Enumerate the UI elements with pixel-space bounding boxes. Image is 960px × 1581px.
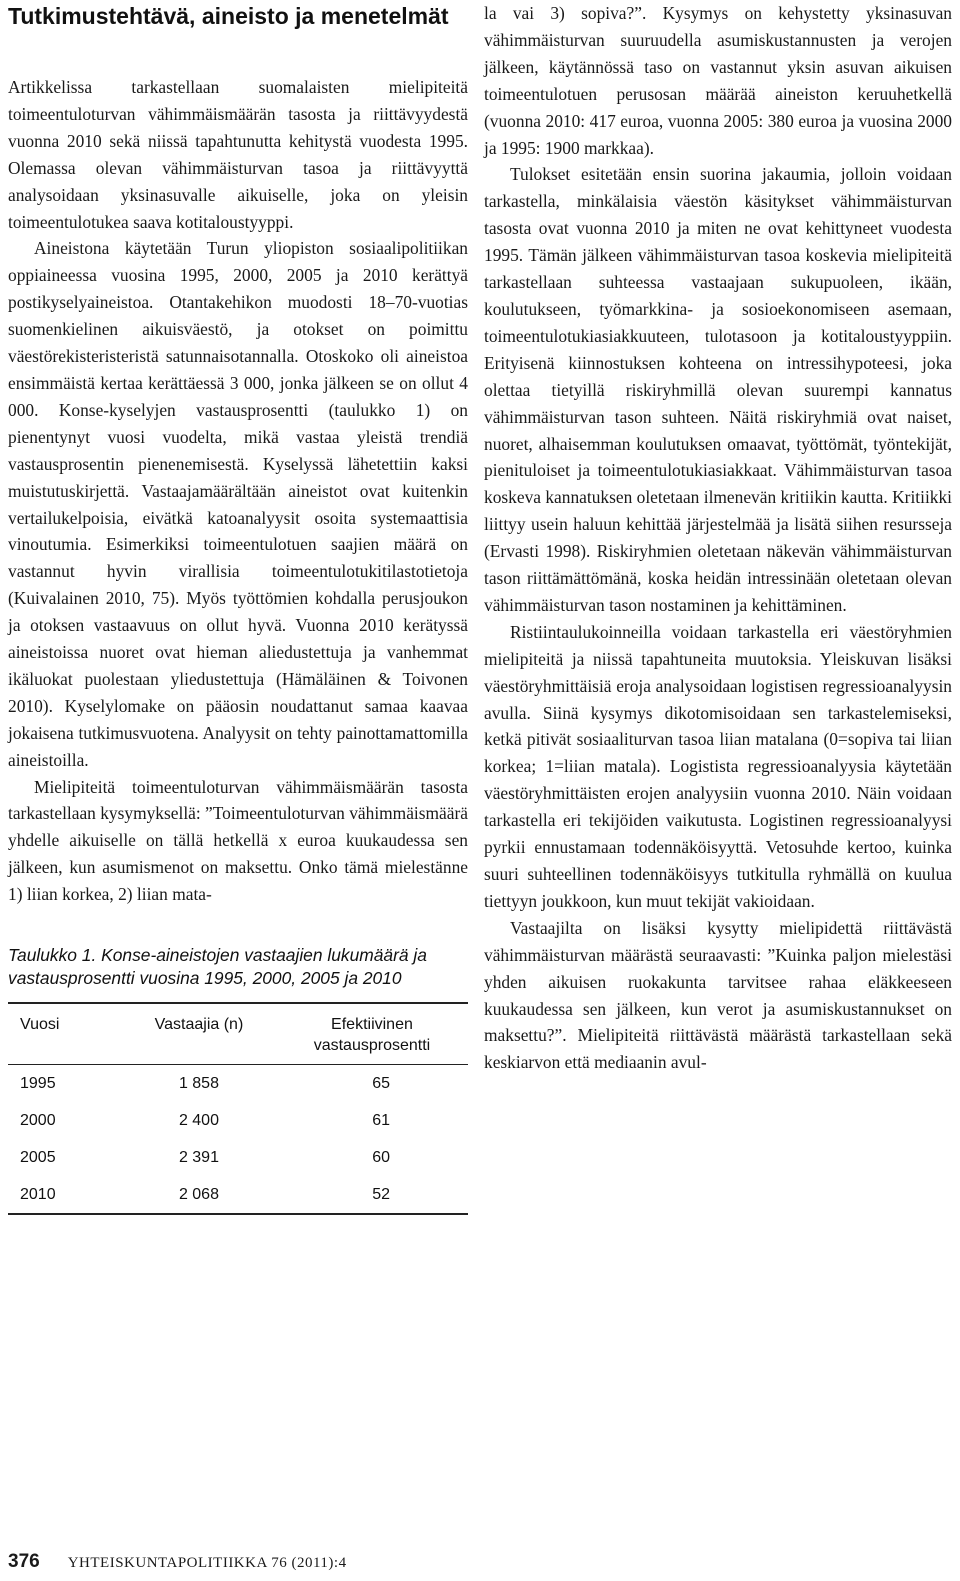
journal-name: YHTEISKUNTAPOLITIIKKA 76 (2011):4: [67, 1555, 347, 1571]
table-caption: Taulukko 1. Konse-aineistojen vastaajien lukumäärä ja vastausprosentti vuosina 1995, 2000, 2005 ja 2010: [8, 945, 427, 989]
header-rate-line1: Efektiivinen: [331, 1016, 413, 1034]
page-number: 376: [8, 1551, 40, 1572]
left-column: [8, 0, 468, 1215]
cell-respondents: 2 400: [178, 1111, 219, 1129]
right-column: [484, 0, 952, 1076]
right-paragraph-4: Vastaajilta on lisäksi kysytty mielipidettä riittävästä vähimmäisturvan määrästä seuraavasti: ”Kuinka paljon mielestäsi yhden aikuisen ruokakunta tarvitsee rahaa eläkkeeseen kuukaudessa sen jälkeen, kun verot ja asumiskustannukset on maksettu?”. Mielipiteitä riittävästä määrästä tarkastellaan sekä keskiarvon että mediaanin avul-: [484, 917, 952, 1073]
left-paragraph-1: Artikkelissa tarkastellaan suomalaisten mielipiteitä toimeentuloturvan vähimmäismäärän tasosta ja riittävyydestä vuonna 2010 sekä niissä tapahtunutta kehitystä vuodesta 1995. Olemassa olevan vähimmäisturvan tasoa ja riittävyyttä analysoidaan yksinasuvalle aikuiselle, joka on yleisin toimeentulotukea saava kotitaloustyyppi.: [8, 77, 468, 232]
cell-rate: 65: [372, 1074, 390, 1092]
cell-respondents: 2 068: [178, 1185, 219, 1203]
header-rate: [276, 1003, 468, 1065]
cell-year: 2000: [20, 1111, 56, 1129]
cell-year: 2010: [20, 1185, 56, 1203]
page-footer: [8, 1551, 347, 1573]
section-heading: Tutkimustehtävä, aineisto ja menetelmät: [8, 3, 449, 29]
left-paragraph-2: Aineistona käytetään Turun yliopiston sosiaalipolitiikan oppiaineessa vuosina 1995, 2000, 2005 ja 2010 kerättyä postikyselyaineistoa. Otantakehikon muodosti 18–70-vuotias suomenkielinen aikuisväestö, ja otokset on poimittu väestörekisteristeristä satunnaisotannalla. Otoskoko oli aineistoa ensimmäistä kertaa kerättäessä 3 000, jonka jälkeen se on ollut 4 000. Konse-kyselyjen vastausprosentti (taulukko 1) on pienentynyt vuosi vuodelta, mikä vastaa yleistä trendiä vastausprosentin pienenemisestä. Kyselyssä lähetettiin kaksi muistutuskirjettä. Vastaajamäärältään aineistot ovat kuitenkin vertailukelpoisia, eivätkä katoanalyysit osoita systemaattisia vinoutumia. Esimerkiksi toimeentulotuen saajien määrä on vastannut hyvin virallisia toimeentulotukitilastotietoja (Kuivalainen 2010, 75). Myös työttömien kohdalla perusjoukon ja otoksen vastaavuus on ollut hyvä. Vuonna 2010 kerätyssä aineistoissa nuoret ovat hieman aliedustettuja ja vanhemmat ikäluokat puolestaan yliedustettuja (Hämäläinen & Toivonen 2010). Kyselylomake on pääosin noudattanut samaa kaavaa jokaisena tutkimusvuotena. Analyysit on tehty painottamattomilla aineistoilla.: [8, 238, 468, 770]
cell-respondents: 2 391: [178, 1148, 219, 1166]
table-row: [8, 1176, 468, 1214]
cell-rate: 60: [372, 1148, 390, 1166]
right-paragraph-2: Tulokset esitetään ensin suorina jakaumia, jolloin voidaan tarkastella, minkälaisia väestön käsitykset vähimmäisturvan tasosta ovat vuonna 2010 ja miten ne ovat kehittyneet vuodesta 1995. Tämän jälkeen vähimmäisturvan tasoa koskevia mielipiteitä tarkastellaan suhteessa vastaajaan sukupuoleen, ikään, koulutukseen, työmarkkina- ja sosioekonomiseen asemaan, toimeentulotukiasiakkuuteen, tulotasoon ja kotitaloustyyppiin. Erityisenä kiinnostuksen kohteena on intressihypoteesi, joka olettaa tietyillä riskiryhmillä olevan suurempi kannatus vähimmäisturvan tason suhteen. Näitä riskiryhmiä ovat naiset, nuoret, alhaisemman koulutuksen omaavat, työttömät, työntekijät, pienituloiset ja toimeentulotukiasiakkaat. Vähimmäisturvan tasoa koskeva kannatuksen oletetaan ilmenevän kritiikin kautta. Kritiikki liittyy usein haluun kehittää järjestelmää ja lisätä siihen resursseja (Ervasti 1998). Riskiryhmien oletetaan näkevän vähimmäisturvan tason riittämättömänä, koska heidän intressinään oletetaan olevan vähimmäisturvan tason nostaminen ja kehittäminen.: [484, 164, 952, 615]
cell-year: 2005: [20, 1148, 56, 1166]
table-row: [8, 1139, 468, 1176]
table-header-row: [8, 1003, 468, 1065]
cell-rate: 52: [372, 1185, 390, 1203]
right-paragraph-1: la vai 3) sopiva?”. Kysymys on kehystetty yksinasuvan vähimmäisturvan suuruudella asumiskustannusten ja verojen jälkeen, käytännössä taso on vastannut yksin asuvan aikuisen toimeentulotuen perusosan määrää aineiston keruuhetkellä (vuonna 2010: 417 euroa, vuonna 2005: 380 euroa ja vuosina 2000 ja 1995: 1900 markkaa).: [484, 3, 952, 158]
cell-respondents: 1 858: [178, 1074, 219, 1092]
response-rate-table: [8, 1002, 468, 1215]
left-paragraph-3: Mielipiteitä toimeentuloturvan vähimmäismäärän tasosta tarkastellaan kysymyksellä: ”Toimeentuloturvan vähimmäismäärä yhdelle aikuiselle on tällä hetkellä x euroa kuukaudessa sen jälkeen, kun asumismenot on maksettu. Onko tämä mielestänne 1) liian korkea, 2) liian mata-: [8, 776, 468, 905]
cell-year: 1995: [20, 1074, 56, 1092]
table-row: [8, 1102, 468, 1139]
cell-rate: 61: [372, 1111, 390, 1129]
header-respondents: Vastaajia (n): [154, 1016, 244, 1034]
right-paragraph-3: Ristiintaulukoinneilla voidaan tarkastella eri väestöryhmien mielipiteitä ja niissä tapahtuneita muutoksia. Yleiskuvan lisäksi väestöryhmittäisiä eroja analysoidaan logistisen regressioanalyysin avulla. Siinä kysymys dikotomisoidaan sen tarkastelemiseksi, ketkä pitivät sosiaaliturvan tasoa liian matalana (0=sopiva tai liian korkea; 1=liian matala). Logistista regressioanalyysia käytetään väestöryhmittäisten erojen analyysiin vuonna 2010. Näin voidaan tarkastella eri tekijöiden vaikutusta. Logistinen regressioanalyysi pyrkii ennustamaan todennäköisyyttä. Vetosuhde kertoo, kuinka suuri suhteellinen todennäköisyys tutkitulla ryhmällä on kuulua tiettyyn joukkoon, kun muut tekijät vakioidaan.: [484, 621, 952, 911]
header-rate-line2: vastausprosentti: [313, 1037, 431, 1055]
table-row: [8, 1065, 468, 1103]
header-year: Vuosi: [20, 1016, 60, 1034]
